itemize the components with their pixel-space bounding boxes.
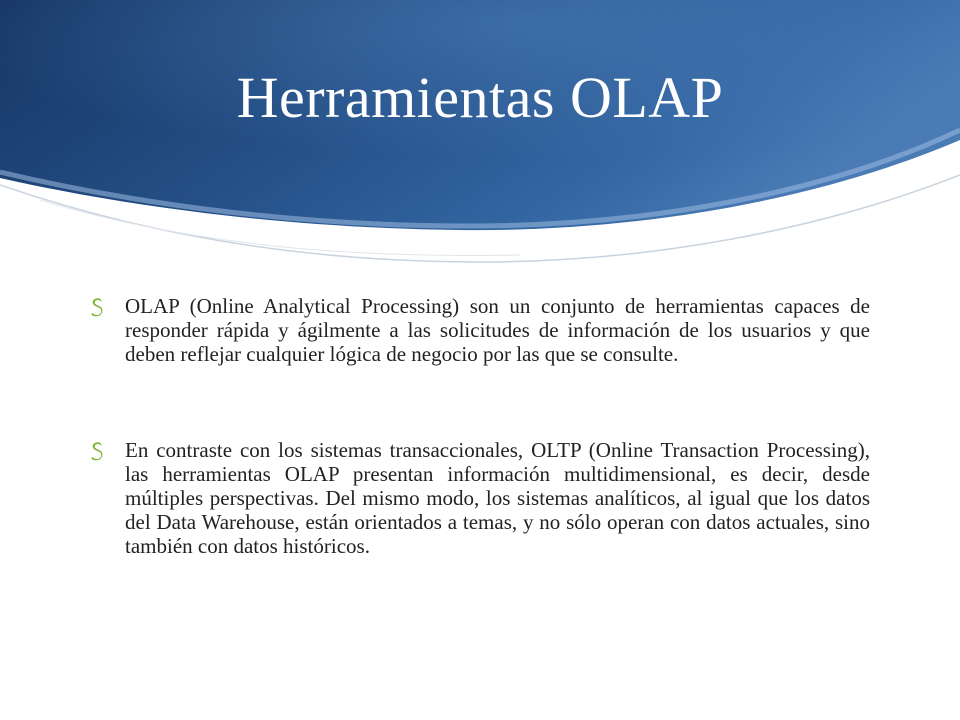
bullet-item-olap-vs-oltp <box>90 438 870 558</box>
swirl-bullet-icon <box>90 441 104 461</box>
swirl-bullet-icon <box>90 297 104 317</box>
bullet-list <box>90 294 870 558</box>
bullet-text: OLAP (Online Analytical Processing) son un conjunto de herramientas capaces de responder rápida y ágilmente a las solicitudes de información de los usuarios y que deben reflejar cualquier lógica de negocio por las que se consulte. <box>125 294 870 366</box>
slide-title: Herramientas OLAP <box>236 65 724 130</box>
bullet-item-olap-definition <box>90 294 870 366</box>
header-swoosh-graphic <box>0 0 960 270</box>
bullet-text: En contraste con los sistemas transaccionales, OLTP (Online Transaction Processing), las herramientas OLAP presentan información multidimensional, es decir, desde múltiples perspectivas. Del mismo modo, los sistemas analíticos, al igual que los datos del Data Warehouse, están orientados a temas, y no sólo operan con datos actuales, sino también con datos históricos. <box>125 438 870 558</box>
